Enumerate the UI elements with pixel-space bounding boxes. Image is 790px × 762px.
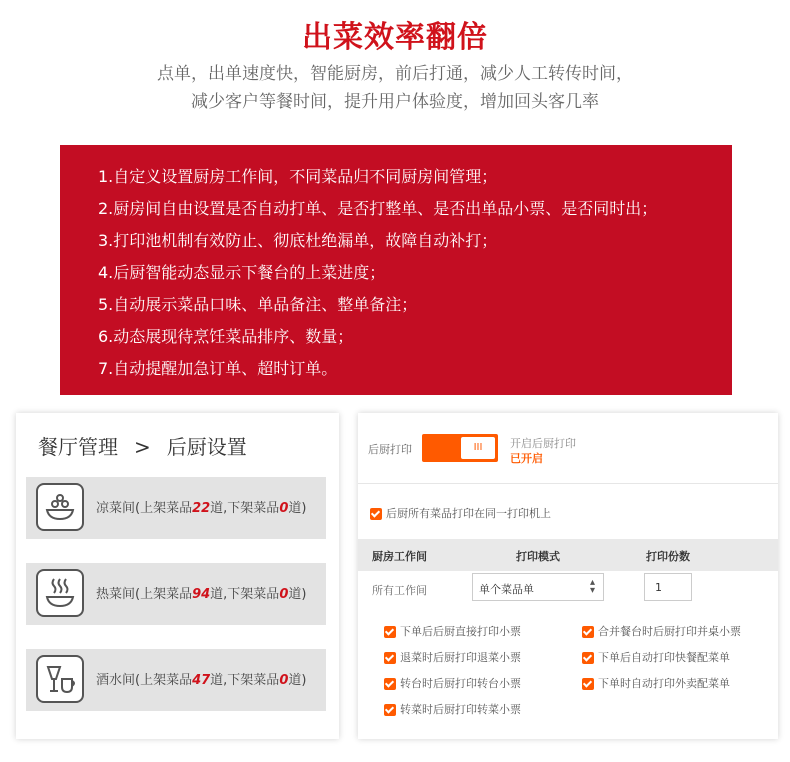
column-header: 打印模式 bbox=[516, 550, 560, 563]
off-count: 0 bbox=[279, 501, 289, 516]
same-printer-option[interactable]: 后厨所有菜品打印在同一打印机上 bbox=[370, 505, 551, 521]
cold-dish-icon bbox=[36, 483, 84, 531]
room-label: 热菜间(上架菜品94道,下架菜品0道) bbox=[96, 587, 307, 602]
print-toggle[interactable] bbox=[422, 434, 498, 462]
checkbox-checked[interactable] bbox=[384, 678, 396, 690]
select-arrows-icon: ▴ ▾ bbox=[589, 577, 595, 596]
hot-dish-icon bbox=[36, 569, 84, 617]
on-count: 22 bbox=[192, 501, 211, 516]
column-header: 厨房工作间 bbox=[372, 550, 427, 563]
breadcrumb-root[interactable]: 餐厅管理 bbox=[38, 435, 118, 459]
kitchen-settings-card bbox=[16, 413, 339, 739]
option-item[interactable]: 下单后自动打印快餐配菜单 bbox=[582, 649, 730, 665]
feature-item: 7.自动提醒加急订单、超时订单。 bbox=[98, 359, 338, 378]
feature-item: 1.自定义设置厨房工作间，不同菜品归不同厨房间管理； bbox=[98, 167, 498, 186]
subtitle-line-1: 点单，出单速度快，智能厨房，前后打通，减少人工转传时间， bbox=[157, 64, 633, 84]
checkbox-checked[interactable] bbox=[384, 626, 396, 638]
print-settings-card bbox=[358, 413, 778, 739]
page-title: 出菜效率翻倍 bbox=[302, 20, 488, 55]
off-count: 0 bbox=[279, 587, 289, 602]
option-item[interactable]: 转台时后厨打印转台小票 bbox=[384, 675, 521, 691]
checkbox-checked[interactable] bbox=[370, 508, 382, 520]
print-copies-input[interactable]: 1 bbox=[644, 573, 692, 601]
checkbox-checked[interactable] bbox=[582, 626, 594, 638]
kitchen-room-cold[interactable] bbox=[26, 477, 326, 539]
kitchen-room-drinks[interactable] bbox=[26, 649, 326, 711]
toggle-knob: III bbox=[461, 437, 495, 459]
feature-list-panel bbox=[60, 145, 732, 395]
checkbox-checked[interactable] bbox=[384, 704, 396, 716]
room-label: 酒水间(上架菜品47道,下架菜品0道) bbox=[96, 673, 307, 688]
feature-item: 6.动态展现待烹饪菜品排序、数量； bbox=[98, 327, 354, 346]
option-item[interactable]: 下单时自动打印外卖配菜单 bbox=[582, 675, 730, 691]
checkbox-checked[interactable] bbox=[384, 652, 396, 664]
option-item[interactable]: 转菜时后厨打印转菜小票 bbox=[384, 701, 521, 717]
subtitle-line-2: 减少客户等餐时间，提升用户体验度，增加回头客几率 bbox=[191, 92, 599, 112]
page-subtitle bbox=[0, 60, 790, 116]
drinks-icon bbox=[36, 655, 84, 703]
feature-item: 2.厨房间自由设置是否自动打单、是否打整单、是否出单品小票、是否同时出； bbox=[98, 199, 658, 218]
table-header bbox=[358, 539, 778, 571]
on-count: 47 bbox=[192, 673, 211, 688]
print-label: 后厨打印 bbox=[368, 443, 412, 456]
breadcrumb-current: 后厨设置 bbox=[166, 435, 247, 459]
row-name: 所有工作间 bbox=[372, 584, 427, 597]
option-item[interactable]: 退菜时后厨打印退菜小票 bbox=[384, 649, 521, 665]
toggle-status-label: 开启后厨打印 bbox=[510, 437, 576, 450]
breadcrumb-separator: > bbox=[134, 435, 151, 459]
column-header: 打印份数 bbox=[646, 550, 690, 563]
on-count: 94 bbox=[192, 587, 211, 602]
kitchen-room-hot[interactable] bbox=[26, 563, 326, 625]
off-count: 0 bbox=[279, 673, 289, 688]
room-label: 凉菜间(上架菜品22道,下架菜品0道) bbox=[96, 501, 307, 516]
feature-item: 3.打印池机制有效防止、彻底杜绝漏单，故障自动补打； bbox=[98, 231, 498, 250]
checkbox-checked[interactable] bbox=[582, 652, 594, 664]
option-item[interactable]: 合并餐台时后厨打印并桌小票 bbox=[582, 623, 741, 639]
print-mode-select[interactable]: 单个菜品单 ▴ ▾ bbox=[472, 573, 604, 601]
feature-item: 5.自动展示菜品口味、单品备注、整单备注； bbox=[98, 295, 418, 314]
checkbox-checked[interactable] bbox=[582, 678, 594, 690]
feature-item: 4.后厨智能动态显示下餐台的上菜进度； bbox=[98, 263, 386, 282]
toggle-status-value: 已开启 bbox=[510, 452, 543, 465]
breadcrumb bbox=[38, 431, 247, 460]
divider bbox=[358, 483, 778, 484]
option-item[interactable]: 下单后后厨直接打印小票 bbox=[384, 623, 521, 639]
